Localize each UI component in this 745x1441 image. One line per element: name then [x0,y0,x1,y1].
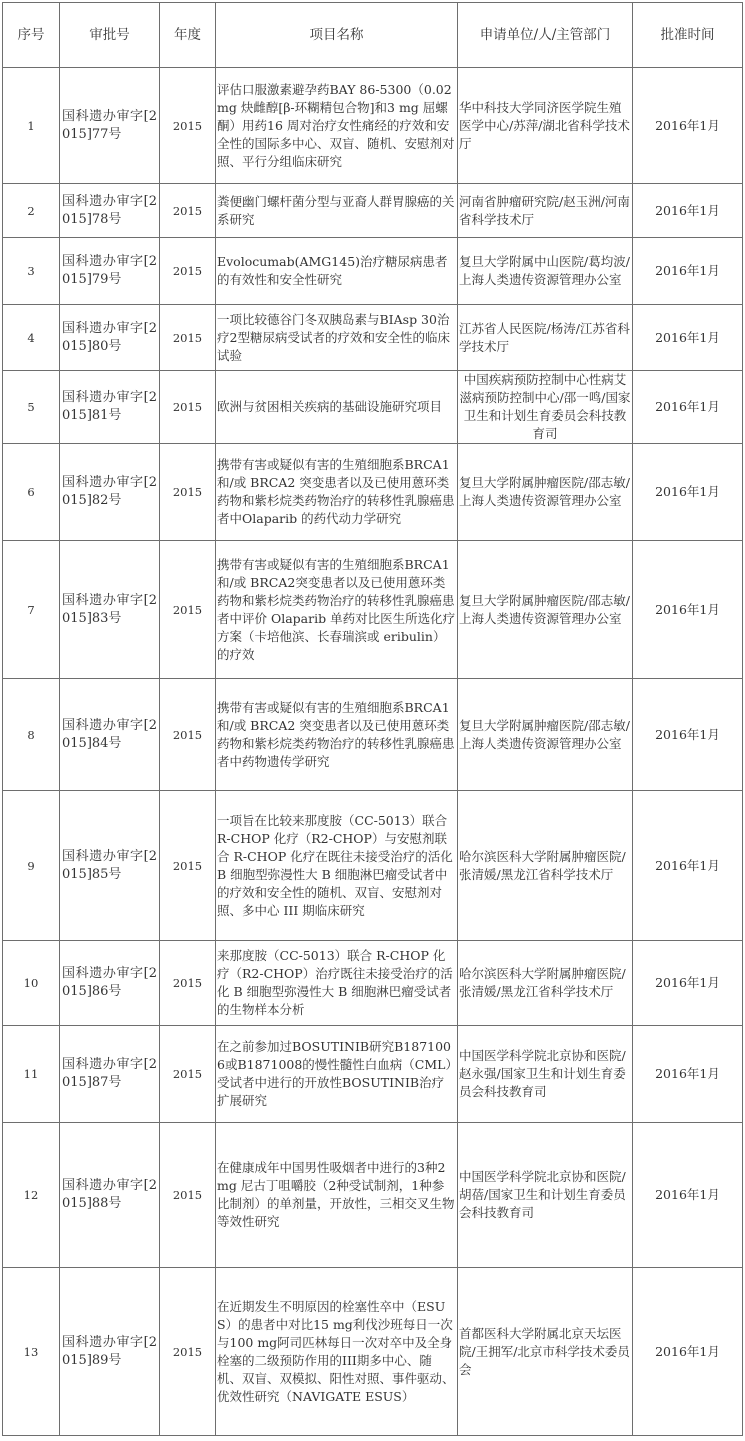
cell-seq: 6 [3,444,60,541]
header-year: 年度 [160,3,216,68]
table-row [3,305,743,371]
cell-year: 2015 [160,679,216,791]
cell-date: 2016年1月 [633,679,743,791]
cell-seq: 4 [3,305,60,371]
cell-approval-no: 国科遗办审字[2015]79号 [60,238,160,305]
table-row [3,184,743,238]
cell-seq: 11 [3,1026,60,1123]
cell-approval-no: 国科遗办审字[2015]87号 [60,1026,160,1123]
cell-project: 欧洲与贫困相关疾病的基础设施研究项目 [216,371,458,444]
cell-seq: 9 [3,791,60,941]
cell-project: 粪便幽门螺杆菌分型与亚裔人群胃腺癌的关系研究 [216,184,458,238]
cell-year: 2015 [160,791,216,941]
cell-year: 2015 [160,371,216,444]
cell-date: 2016年1月 [633,1123,743,1268]
cell-applicant: 哈尔滨医科大学附属肿瘤医院/张清媛/黑龙江省科学技术厅 [458,941,633,1026]
cell-approval-no: 国科遗办审字[2015]88号 [60,1123,160,1268]
cell-approval-no: 国科遗办审字[2015]80号 [60,305,160,371]
cell-year: 2015 [160,238,216,305]
approval-table [2,2,743,1436]
cell-seq: 7 [3,541,60,679]
table-row [3,68,743,184]
cell-approval-no: 国科遗办审字[2015]84号 [60,679,160,791]
cell-applicant: 中国医学科学院北京协和医院/胡蓓/国家卫生和计划生育委员会科技教育司 [458,1123,633,1268]
cell-date: 2016年1月 [633,305,743,371]
cell-seq: 13 [3,1268,60,1436]
cell-project: 在之前参加过BOSUTINIB研究B1871006或B1871008的慢性髓性白血病（CML）受试者中进行的开放性BOSUTINIB治疗扩展研究 [216,1026,458,1123]
cell-project: 在近期发生不明原因的栓塞性卒中（ESUS）的患者中对比15 mg利伐沙班每日一次与100 mg阿司匹林每日一次对卒中及全身栓塞的二级预防作用的III期多中心、随机、双盲、双模拟、阳性对照、事件驱动、优效性研究（NAVIGATE ESUS） [216,1268,458,1436]
cell-date: 2016年1月 [633,791,743,941]
cell-project: 来那度胺（CC-5013）联合 R-CHOP 化疗（R2-CHOP）治疗既往未接受治疗的活化 B 细胞型弥漫性大 B 细胞淋巴瘤受试者的生物样本分析 [216,941,458,1026]
cell-project: Evolocumab(AMG145)治疗糖尿病患者的有效性和安全性研究 [216,238,458,305]
cell-applicant: 复旦大学附属肿瘤医院/邵志敏/上海人类遗传资源管理办公室 [458,541,633,679]
cell-date: 2016年1月 [633,371,743,444]
table-row [3,541,743,679]
cell-date: 2016年1月 [633,238,743,305]
header-approval-no: 审批号 [60,3,160,68]
cell-year: 2015 [160,305,216,371]
header-row [3,3,743,68]
cell-applicant: 中国医学科学院北京协和医院/赵永强/国家卫生和计划生育委员会科技教育司 [458,1026,633,1123]
cell-seq: 3 [3,238,60,305]
cell-applicant: 华中科技大学同济医学院生殖医学中心/苏萍/湖北省科学技术厅 [458,68,633,184]
cell-year: 2015 [160,541,216,679]
cell-year: 2015 [160,68,216,184]
cell-applicant: 河南省肿瘤研究院/赵玉洲/河南省科学技术厅 [458,184,633,238]
cell-project: 评估口服激素避孕药BAY 86-5300（0.02 mg 炔雌醇[β-环糊精包合物]和3 mg 屈螺酮）用药16 周对治疗女性痛经的疗效和安全性的国际多中心、双盲、随机、安慰剂对照、平行分组临床研究 [216,68,458,184]
header-seq: 序号 [3,3,60,68]
header-date: 批准时间 [633,3,743,68]
table-row [3,1268,743,1436]
cell-applicant: 复旦大学附属中山医院/葛均波/上海人类遗传资源管理办公室 [458,238,633,305]
cell-approval-no: 国科遗办审字[2015]86号 [60,941,160,1026]
cell-date: 2016年1月 [633,184,743,238]
cell-year: 2015 [160,1026,216,1123]
cell-applicant: 复旦大学附属肿瘤医院/邵志敏/上海人类遗传资源管理办公室 [458,444,633,541]
cell-approval-no: 国科遗办审字[2015]81号 [60,371,160,444]
cell-date: 2016年1月 [633,541,743,679]
cell-applicant: 中国疾病预防控制中心性病艾滋病预防控制中心/邵一鸣/国家卫生和计划生育委员会科技教育司 [458,371,633,444]
cell-project: 携带有害或疑似有害的生殖细胞系BRCA1和/或 BRCA2突变患者以及已使用蒽环类药物和紫杉烷类药物治疗的转移性乳腺癌患者中评价 Olaparib 单药对比医生所选化疗方案（卡培他滨、长春瑞滨或 eribulin）的疗效 [216,541,458,679]
cell-year: 2015 [160,444,216,541]
cell-year: 2015 [160,1123,216,1268]
cell-year: 2015 [160,1268,216,1436]
header-applicant: 申请单位/人/主管部门 [458,3,633,68]
cell-date: 2016年1月 [633,444,743,541]
cell-seq: 2 [3,184,60,238]
cell-seq: 1 [3,68,60,184]
cell-seq: 10 [3,941,60,1026]
table-row [3,1026,743,1123]
cell-date: 2016年1月 [633,941,743,1026]
cell-project: 携带有害或疑似有害的生殖细胞系BRCA1 和/或 BRCA2 突变患者以及已使用蒽环类药物和紫杉烷类药物治疗的转移性乳腺癌患者中药物遗传学研究 [216,679,458,791]
table-row [3,941,743,1026]
cell-seq: 8 [3,679,60,791]
cell-approval-no: 国科遗办审字[2015]78号 [60,184,160,238]
cell-project: 一项比较德谷门冬双胰岛素与BIAsp 30治疗2型糖尿病受试者的疗效和安全性的临床试验 [216,305,458,371]
table-row [3,444,743,541]
cell-seq: 12 [3,1123,60,1268]
cell-date: 2016年1月 [633,1268,743,1436]
cell-date: 2016年1月 [633,68,743,184]
table-row [3,791,743,941]
cell-project: 携带有害或疑似有害的生殖细胞系BRCA1和/或 BRCA2 突变患者以及已使用蒽环类药物和紫杉烷类药物治疗的转移性乳腺癌患者中Olaparib 的药代动力学研究 [216,444,458,541]
cell-project: 一项旨在比较来那度胺（CC-5013）联合 R-CHOP 化疗（R2-CHOP）与安慰剂联合 R-CHOP 化疗在既往未接受治疗的活化 B 细胞型弥漫性大 B 细胞淋巴瘤受试者中的疗效和安全性的随机、双盲、安慰剂对照、多中心 III 期临床研究 [216,791,458,941]
table-row [3,238,743,305]
table-row [3,1123,743,1268]
cell-approval-no: 国科遗办审字[2015]77号 [60,68,160,184]
cell-year: 2015 [160,941,216,1026]
cell-date: 2016年1月 [633,1026,743,1123]
cell-seq: 5 [3,371,60,444]
table-row [3,679,743,791]
cell-applicant: 江苏省人民医院/杨涛/江苏省科学技术厅 [458,305,633,371]
header-project: 项目名称 [216,3,458,68]
cell-applicant: 复旦大学附属肿瘤医院/邵志敏/上海人类遗传资源管理办公室 [458,679,633,791]
cell-applicant: 哈尔滨医科大学附属肿瘤医院/张清媛/黑龙江省科学技术厅 [458,791,633,941]
table-row [3,371,743,444]
cell-approval-no: 国科遗办审字[2015]83号 [60,541,160,679]
cell-project: 在健康成年中国男性吸烟者中进行的3种2mg 尼古丁咀嚼胶（2种受试制剂，1种参比制剂）的单剂量，开放性，三相交叉生物等效性研究 [216,1123,458,1268]
cell-applicant: 首都医科大学附属北京天坛医院/王拥军/北京市科学技术委员会 [458,1268,633,1436]
cell-year: 2015 [160,184,216,238]
cell-approval-no: 国科遗办审字[2015]89号 [60,1268,160,1436]
cell-approval-no: 国科遗办审字[2015]82号 [60,444,160,541]
cell-approval-no: 国科遗办审字[2015]85号 [60,791,160,941]
